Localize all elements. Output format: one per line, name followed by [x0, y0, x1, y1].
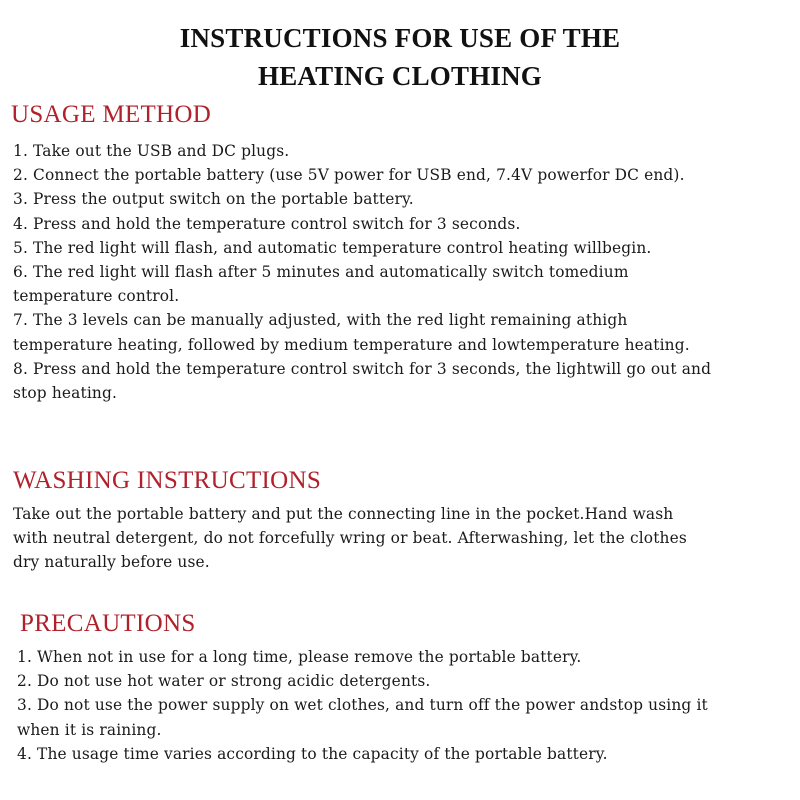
text-line: 3. Press the output switch on the portable battery. [13, 190, 414, 209]
text-line: 5. The red light will flash, and automatic temperature control heating willbegin. [13, 238, 652, 257]
text-line: 6. The red light will flash after 5 minutes and automatically switch tomedium [13, 263, 629, 282]
title-line: INSTRUCTIONS FOR USE OF THE [179, 23, 621, 53]
usage-method-heading: USAGE METHOD [11, 101, 212, 128]
text-line: with neutral detergent, do not forcefully wring or beat. Afterwashing, let the clothes [13, 529, 687, 548]
text-line: stop heating. [13, 384, 118, 403]
text-line: Take out the portable battery and put the connecting line in the pocket.Hand wash [13, 505, 674, 523]
washing-instructions-text [13, 502, 798, 575]
precautions-list [17, 645, 798, 766]
text-line: 4. Press and hold the temperature control switch for 3 seconds. [13, 214, 521, 233]
text-line: when it is raining. [17, 720, 162, 739]
document-title [0, 19, 800, 95]
text-line: 2. Do not use hot water or strong acidic detergents. [17, 672, 431, 691]
text-line: 1. When not in use for a long time, please remove the portable battery. [17, 648, 582, 666]
text-line: 4. The usage time varies according to the capacity of the portable battery. [17, 744, 608, 763]
precautions-heading: PRECAUTIONS [20, 610, 196, 637]
text-line: temperature heating, followed by medium temperature and lowtemperature heating. [13, 335, 690, 354]
text-line: 2. Connect the portable battery (use 5V power for USB end, 7.4V powerfor DC end). [13, 166, 685, 185]
text-line: temperature control. [13, 287, 180, 306]
title-line: HEATING CLOTHING [258, 61, 542, 91]
text-line: dry naturally before use. [13, 553, 210, 572]
text-line: 7. The 3 levels can be manually adjusted, with the red light remaining athigh [13, 311, 628, 330]
text-line: 3. Do not use the power supply on wet clothes, and turn off the power andstop using it [17, 696, 708, 715]
usage-method-steps [13, 139, 798, 405]
text-line: 1. Take out the USB and DC plugs. [13, 142, 290, 160]
washing-instructions-heading: WASHING INSTRUCTIONS [13, 467, 322, 494]
text-line: 8. Press and hold the temperature control switch for 3 seconds, the lightwill go out and [13, 359, 712, 378]
